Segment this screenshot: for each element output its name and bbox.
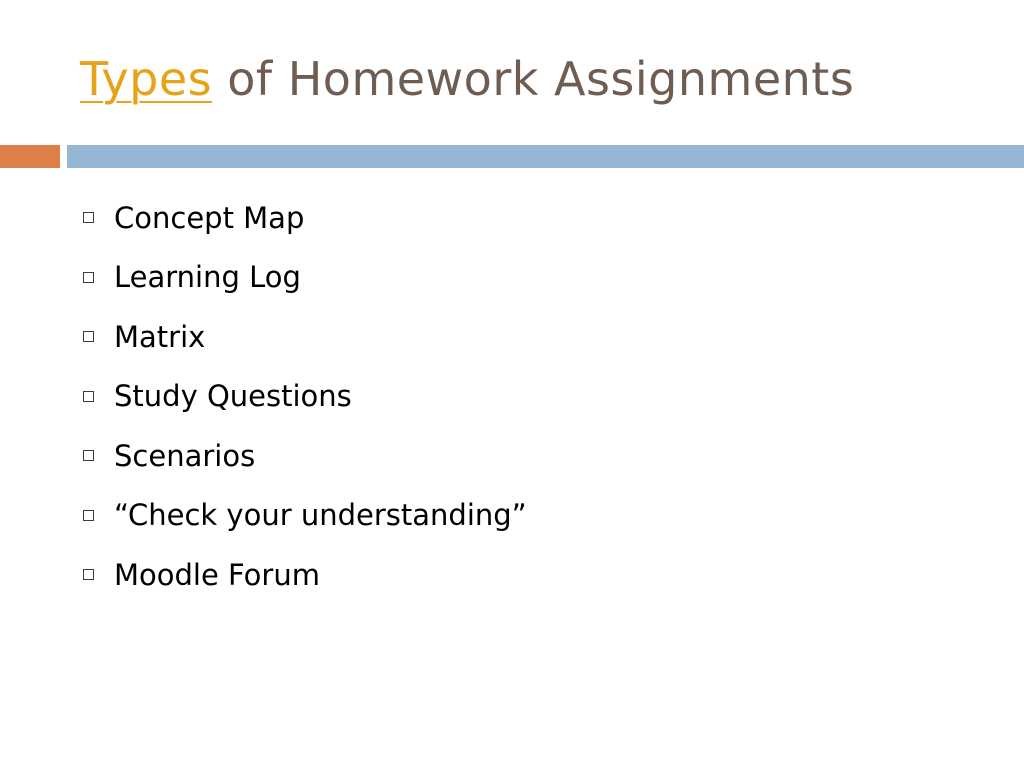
square-bullet-icon bbox=[83, 272, 94, 283]
square-bullet-icon bbox=[83, 450, 94, 461]
bullet-text: Concept Map bbox=[114, 200, 305, 235]
list-item bbox=[80, 248, 527, 308]
bullet-text: “Check your understanding” bbox=[114, 498, 527, 533]
list-item bbox=[80, 367, 527, 427]
accent-bar-orange bbox=[0, 145, 60, 168]
title-link[interactable]: Types bbox=[80, 52, 213, 106]
square-bullet-icon bbox=[83, 569, 94, 580]
title-rest: of Homework Assignments bbox=[212, 52, 855, 106]
bullet-list bbox=[80, 188, 527, 605]
list-item bbox=[80, 307, 527, 367]
bullet-text: Study Questions bbox=[114, 379, 352, 414]
bullet-text: Matrix bbox=[114, 319, 206, 354]
square-bullet-icon bbox=[83, 331, 94, 342]
list-item bbox=[80, 545, 527, 605]
list-item bbox=[80, 188, 527, 248]
list-item bbox=[80, 486, 527, 546]
square-bullet-icon bbox=[83, 212, 94, 223]
square-bullet-icon bbox=[83, 391, 94, 402]
bullet-text: Scenarios bbox=[114, 438, 256, 473]
bullet-text: Learning Log bbox=[114, 260, 301, 295]
square-bullet-icon bbox=[83, 510, 94, 521]
accent-bar-blue bbox=[67, 145, 1024, 168]
bullet-text: Moodle Forum bbox=[114, 557, 320, 592]
slide-title bbox=[80, 52, 854, 106]
list-item bbox=[80, 426, 527, 486]
